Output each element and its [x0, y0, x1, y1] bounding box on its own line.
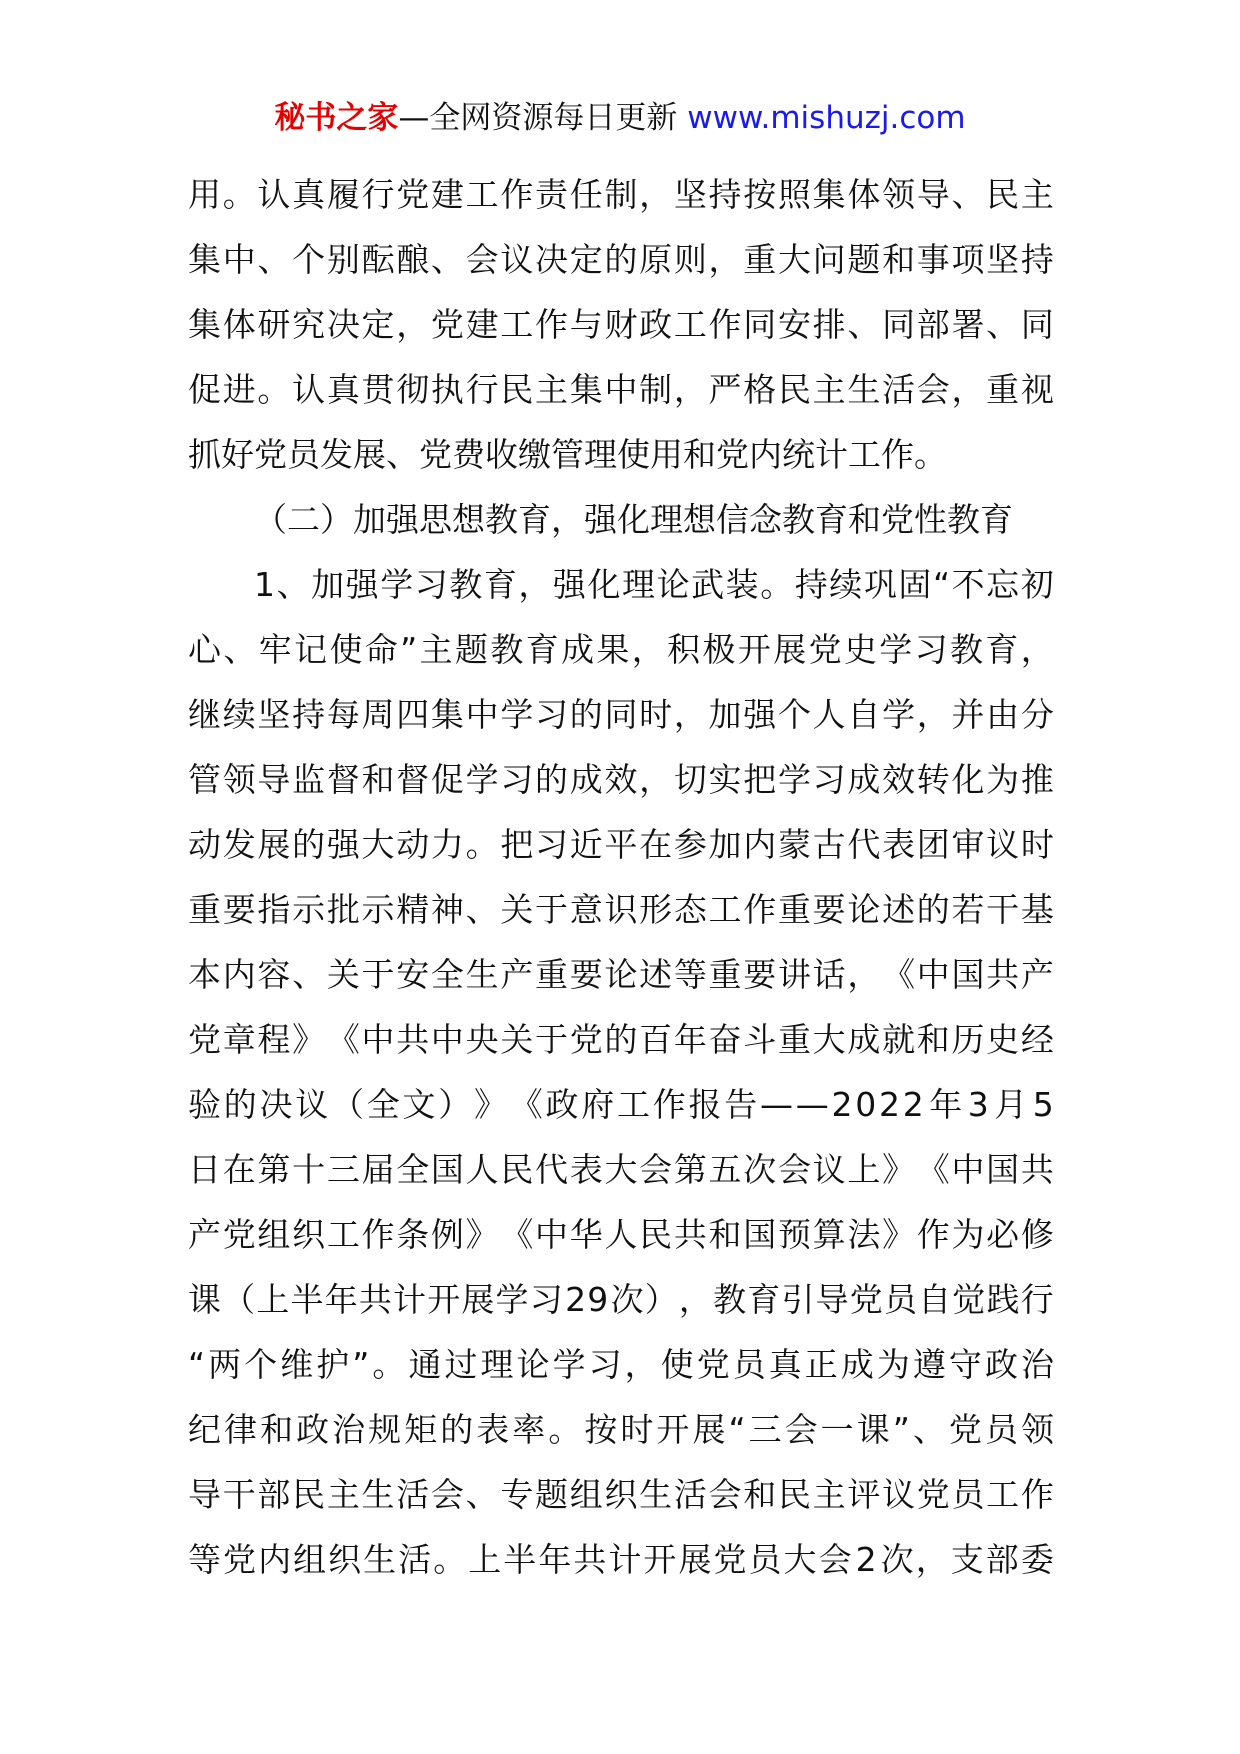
paragraph-line: 继 续 坚 持 每 周 四 集 中 学 习 的 同 时 ， 加 强 个 人 自 学 ， 并 由 分: [188, 695, 1054, 734]
paragraph-line: 等 党 内 组 织 生 活 。 上 半 年 共 计 开 展 党 员 大 会 2 次 ， 支 部 委: [188, 1540, 1054, 1579]
paragraph-line: 产 党 组 织 工 作 条 例 》 《 中 华 人 民 共 和 国 预 算 法 》 作 为 必 修: [188, 1215, 1054, 1254]
paragraph-line: 党 章 程 》 《 中 共 中 央 关 于 党 的 百 年 奋 斗 重 大 成 就 和 历 史 经: [188, 1020, 1054, 1059]
document-body: [188, 162, 1054, 1592]
site-brand: 秘书之家: [274, 100, 399, 136]
paragraph-line: 心 、 牢 记 使 命 ” 主 题 教 育 成 果 ， 积 极 开 展 党 史 学 习 教 育 ，: [188, 630, 1054, 669]
paragraph-line: “ 两 个 维 护 ” 。 通 过 理 论 学 习 ， 使 党 员 真 正 成 为 遵 守 政 治: [188, 1345, 1054, 1384]
paragraph-line: 重 要 指 示 批 示 精 神 、 关 于 意 识 形 态 工 作 重 要 论 述 的 若 干 基: [188, 890, 1054, 929]
paragraph-line: 验 的 决 议 （ 全 文 ） 》 《 政 府 工 作 报 告 — — 2 0 2 2 年 3 月 5: [188, 1085, 1054, 1124]
section-heading: （二）加强思想教育，强化理想信念教育和党性教育: [254, 500, 1013, 539]
site-header: [0, 96, 1240, 140]
paragraph-line: 集 中 、 个 别 酝 酿 、 会 议 决 定 的 原 则 ， 重 大 问 题 和 事 项 坚 持: [188, 240, 1054, 279]
paragraph-line: 促 进 。 认 真 贯 彻 执 行 民 主 集 中 制 ， 严 格 民 主 生 活 会 ， 重 视: [188, 370, 1054, 409]
paragraph-line: 日 在 第 十 三 届 全 国 人 民 代 表 大 会 第 五 次 会 议 上 》 《 中 国 共: [188, 1150, 1054, 1189]
paragraph-line: 1 、 加 强 学 习 教 育 ， 强 化 理 论 武 装 。 持 续 巩 固 “ 不 忘 初: [254, 565, 1054, 604]
paragraph-line: 动 发 展 的 强 大 动 力 。 把 习 近 平 在 参 加 内 蒙 古 代 表 团 审 议 时: [188, 825, 1054, 864]
paragraph-line: 管 领 导 监 督 和 督 促 学 习 的 成 效 ， 切 实 把 学 习 成 效 转 化 为 推: [188, 760, 1054, 799]
paragraph-line: 本 内 容 、 关 于 安 全 生 产 重 要 论 述 等 重 要 讲 话 ， 《 中 国 共 产: [188, 955, 1054, 994]
paragraph-line: 导 干 部 民 主 生 活 会 、 专 题 组 织 生 活 会 和 民 主 评 议 党 员 工 作: [188, 1475, 1054, 1514]
paragraph-line: 抓好党员发展、党费收缴管理使用和党内统计工作。: [188, 435, 947, 474]
paragraph-line: 集 体 研 究 决 定 ， 党 建 工 作 与 财 政 工 作 同 安 排 、 同 部 署 、 同: [188, 305, 1054, 344]
paragraph-line: 课 （ 上 半 年 共 计 开 展 学 习 2 9 次 ） ， 教 育 引 导 党 员 自 觉 践 行: [188, 1280, 1054, 1319]
site-url-link[interactable]: www.mishuzj.com: [687, 100, 966, 136]
site-tagline: —全网资源每日更新: [398, 100, 678, 136]
paragraph-line: 用 。 认 真 履 行 党 建 工 作 责 任 制 ， 坚 持 按 照 集 体 领 导 、 民 主: [188, 175, 1054, 214]
paragraph-line: 纪 律 和 政 治 规 矩 的 表 率 。 按 时 开 展 “ 三 会 一 课 ” 、 党 员 领: [188, 1410, 1054, 1449]
